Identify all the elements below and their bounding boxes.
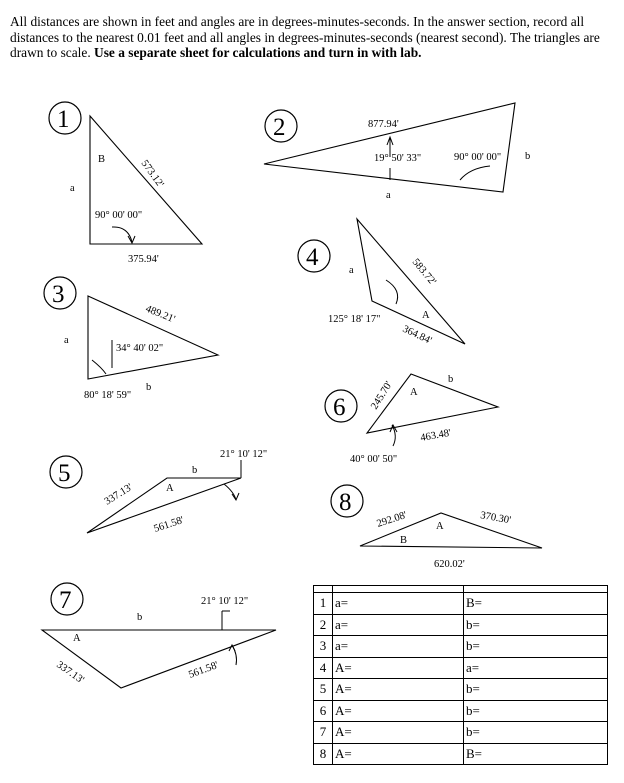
row-number: 4 (314, 657, 333, 679)
row-number: 5 (314, 679, 333, 701)
label-hypotenuse: 573.12' (138, 158, 166, 190)
answer-header-row (314, 586, 608, 593)
label-top: 877.94' (368, 119, 399, 130)
answer-cell-1[interactable]: A= (333, 722, 464, 744)
label-A: A (73, 633, 81, 644)
triangle-8-number: 8 (339, 489, 352, 516)
answer-cell-1[interactable]: a= (333, 614, 464, 636)
label-angle-1: 34° 40' 02" (116, 343, 164, 354)
label-b: b (146, 382, 152, 393)
triangle-5-number: 5 (58, 460, 71, 487)
angle-arc (92, 360, 106, 374)
answer-cell-1[interactable]: A= (333, 743, 464, 765)
triangle-8 (331, 485, 542, 570)
label-angle: 21° 10' 12" (220, 449, 268, 460)
answer-row (314, 614, 608, 636)
answer-cell-1[interactable]: a= (333, 593, 464, 615)
answer-row (314, 722, 608, 744)
label-b: b (525, 151, 531, 162)
label-base: 620.02' (434, 559, 465, 570)
label-angle: 40° 00' 50" (350, 454, 398, 465)
triangle-4-number: 4 (306, 244, 319, 271)
label-side-2: 561.58' (187, 659, 220, 681)
label-angle-2: 90° 00' 00" (454, 152, 502, 163)
answer-cell-2[interactable]: B= (464, 743, 608, 765)
label-a: a (386, 190, 391, 201)
angle-arc (112, 227, 132, 242)
triangle-7-number: 7 (59, 587, 72, 614)
label-side-1: 337.13' (54, 659, 86, 687)
answer-cell-1[interactable]: A= (333, 657, 464, 679)
label-side-1: 245.70' (369, 379, 395, 412)
answer-cell-2[interactable]: b= (464, 700, 608, 722)
angle-arc (232, 645, 237, 665)
triangle-1-number: 1 (57, 106, 70, 133)
instructions-text: All distances are shown in feet and angles are in degrees-minutes-seconds. In the answer section, record all distances to the nearest 0.01 feet and all angles in degrees-minutes-seconds (nearest second). The triangles are drawn to scale. (10, 14, 600, 61)
answer-cell-2[interactable]: a= (464, 657, 608, 679)
label-b: b (192, 465, 198, 476)
answer-table (313, 585, 608, 765)
row-number: 3 (314, 636, 333, 658)
row-number: 2 (314, 614, 333, 636)
triangle-6 (325, 374, 498, 465)
answer-cell-2[interactable]: b= (464, 636, 608, 658)
label-angle: 90° 00' 00" (95, 210, 143, 221)
row-number: 8 (314, 743, 333, 765)
angle-arc (386, 280, 398, 304)
triangle-3 (44, 277, 218, 401)
row-number: 6 (314, 700, 333, 722)
label-side-2: 561.58' (152, 514, 186, 535)
label-side-2: 370.30' (479, 510, 512, 527)
triangle-5 (50, 449, 267, 535)
label-B: B (400, 535, 408, 546)
label-A: A (436, 521, 444, 532)
triangle-7 (42, 583, 276, 688)
triangle-2 (264, 103, 530, 201)
answer-row (314, 743, 608, 765)
triangle-1 (49, 102, 202, 265)
answer-cell-1[interactable]: A= (333, 679, 464, 701)
label-side-1: 337.13' (102, 481, 135, 508)
answer-cell-1[interactable]: A= (333, 700, 464, 722)
label-A: A (410, 387, 418, 398)
label-side-2: 463.48' (419, 427, 452, 444)
answer-cell-2[interactable]: b= (464, 722, 608, 744)
answer-row (314, 593, 608, 615)
answer-row (314, 657, 608, 679)
triangle-3-number: 3 (52, 281, 65, 308)
label-a: a (349, 265, 354, 276)
answer-cell-2[interactable]: b= (464, 679, 608, 701)
label-A: A (422, 310, 430, 321)
answer-row (314, 679, 608, 701)
label-side-1: 583.72' (409, 256, 438, 288)
label-B: B (98, 154, 106, 165)
row-number: 7 (314, 722, 333, 744)
row-number: 1 (314, 593, 333, 615)
label-b: b (448, 374, 454, 385)
triangle-6-number: 6 (333, 394, 346, 421)
label-b: b (137, 612, 143, 623)
label-angle-1: 19° 50' 33" (374, 153, 422, 164)
instructions-bold: Use a separate sheet for calculations and turn in with lab. (94, 45, 422, 61)
label-side-1: 292.08' (375, 509, 409, 530)
label-angle: 125° 18' 17" (328, 314, 381, 325)
answer-row (314, 636, 608, 658)
label-side: 489.21' (143, 303, 177, 326)
label-a: a (64, 335, 69, 346)
answer-cell-2[interactable]: B= (464, 593, 608, 615)
angle-arc (460, 166, 490, 180)
triangle-2-number: 2 (273, 114, 286, 141)
label-A: A (166, 483, 174, 494)
label-a: a (70, 183, 75, 194)
answer-cell-2[interactable]: b= (464, 614, 608, 636)
label-side-2: 364.84' (400, 323, 434, 347)
label-angle-2: 80° 18' 59" (84, 390, 132, 401)
label-base: 375.94' (128, 254, 159, 265)
label-angle: 21° 10' 12" (201, 596, 249, 607)
triangle-4 (298, 219, 465, 347)
answer-row (314, 700, 608, 722)
answer-cell-1[interactable]: a= (333, 636, 464, 658)
